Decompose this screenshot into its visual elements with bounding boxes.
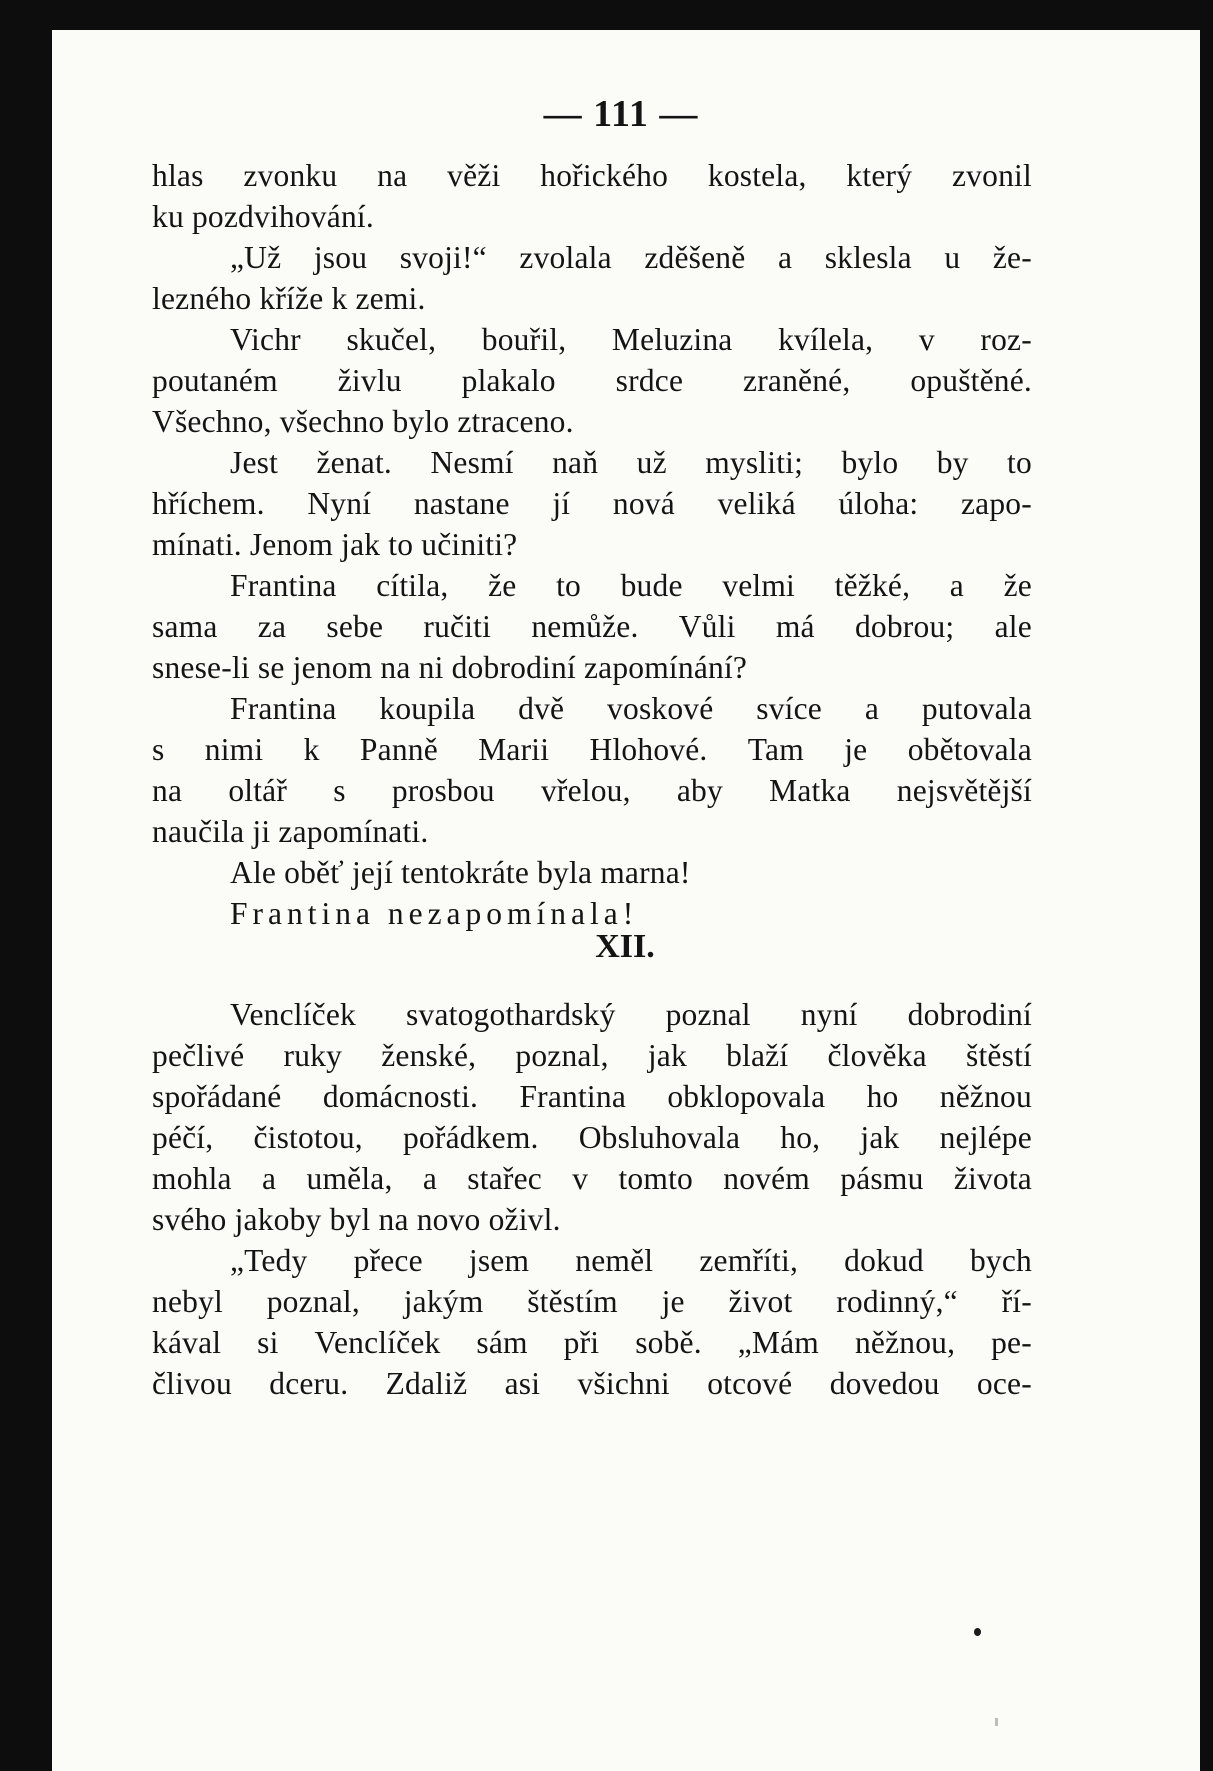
text-line: spořádané domácnosti. Frantina obklopovala ho něžnou bbox=[152, 1079, 1032, 1114]
text-line: člivou dceru. Zdaliž asi všichni otcové dovedou oce- bbox=[152, 1366, 1032, 1401]
text-line: hlas zvonku na věži hořického kostela, který zvonil bbox=[152, 158, 1032, 193]
text-line: s nimi k Panně Marii Hlohové. Tam je obětovala bbox=[152, 732, 1032, 767]
text-line: lezného kříže k zemi. bbox=[152, 281, 426, 316]
text-line: naučila ji zapomínati. bbox=[152, 814, 429, 849]
text-line: snese-li se jenom na ni dobrodiní zapomínání? bbox=[152, 650, 748, 685]
text-line: nebyl poznal, jakým štěstím je život rodinný,“ ří- bbox=[152, 1284, 1032, 1319]
text-line: „Už jsou svoji!“ zvolala zděšeně a sklesla u že- bbox=[230, 240, 1032, 275]
text-line: Frantina cítila, že to bude velmi těžké, a že bbox=[230, 568, 1032, 603]
text-block-chapter-end bbox=[152, 155, 1032, 934]
text-line: kával si Venclíček sám při sobě. „Mám něžnou, pe- bbox=[152, 1325, 1032, 1360]
text-line: Jest ženat. Nesmí naň už mysliti; bylo by to bbox=[230, 445, 1032, 480]
text-line: mohla a uměla, a stařec v tomto novém pásmu života bbox=[152, 1161, 1032, 1196]
text-line: svého jakoby byl na novo oživl. bbox=[152, 1202, 561, 1237]
text-line: péčí, čistotou, pořádkem. Obsluhovala ho, jak nejlépe bbox=[152, 1120, 1032, 1155]
chapter-heading: XII. bbox=[595, 928, 655, 965]
text-block-chapter-xii bbox=[152, 994, 1032, 1404]
page-number: — 111 — bbox=[543, 93, 699, 135]
text-line: poutaném živlu plakalo srdce zraněné, opuštěné. bbox=[152, 363, 1032, 398]
book-page bbox=[52, 30, 1200, 1771]
text-line: Vichr skučel, bouřil, Meluzina kvílela, v roz- bbox=[230, 322, 1032, 357]
text-line: hříchem. Nyní nastane jí nová veliká úloha: zapo- bbox=[152, 486, 1032, 521]
text-line: mínati. Jenom jak to učiniti? bbox=[152, 527, 518, 562]
text-line: „Tedy přece jsem neměl zemříti, dokud bych bbox=[230, 1243, 1032, 1278]
text-line: pečlivé ruky ženské, poznal, jak blaží člověka štěstí bbox=[152, 1038, 1032, 1073]
text-line: Ale oběť její tentokráte byla marna! bbox=[230, 855, 691, 890]
text-line: na oltář s prosbou vřelou, aby Matka nejsvětější bbox=[152, 773, 1032, 808]
text-line: Venclíček svatogothardský poznal nyní dobrodiní bbox=[230, 997, 1032, 1032]
scan-mark bbox=[995, 1718, 998, 1726]
text-line: sama za sebe ručiti nemůže. Vůli má dobrou; ale bbox=[152, 609, 1032, 644]
text-line: ku pozdvihování. bbox=[152, 199, 374, 234]
text-line: Frantina koupila dvě voskové svíce a putovala bbox=[230, 691, 1032, 726]
ink-dot bbox=[974, 1628, 981, 1636]
text-line: Frantina nezapomínala! bbox=[230, 896, 639, 931]
text-line: Všechno, všechno bylo ztraceno. bbox=[152, 404, 574, 439]
